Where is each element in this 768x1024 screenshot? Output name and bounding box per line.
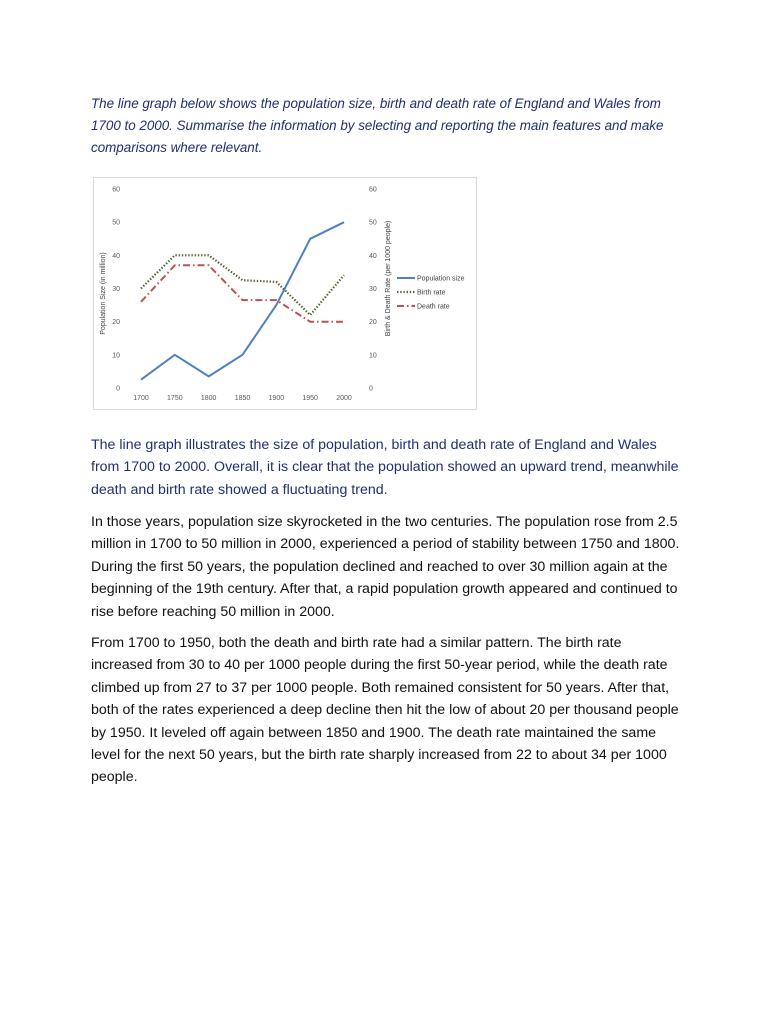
essay-paragraph-2: From 1700 to 1950, both the death and birth rate had a similar pattern. The birth rate increased from 30 to 40 per 1000 people during the first 50-year period, while the death rate climbed up from 27 to 37 per 1000 people. Both remained consistent for 50 years. After that, both of the rates experienced a deep decline then hit the low of about 20 per thousand people by 1950. It leveled off again between 1850 and 1900. The death rate maintained the same level for the next 50 years, but the birth rate sharply increased from 22 to about 34 per 1000 people.: [91, 635, 679, 786]
y-axis-label-left: Population Size (in million): [100, 252, 107, 335]
chart-svg: [94, 178, 476, 409]
y-tick-right: 50: [369, 219, 377, 227]
x-tick-label: 1900: [268, 395, 285, 402]
x-tick-label: 2000: [336, 395, 352, 402]
legend-label: Birth rate: [417, 289, 446, 297]
y-axis-label-right: Birth & Death Rate (per 1000 people): [385, 220, 392, 337]
y-tick-left: 30: [112, 286, 120, 293]
x-tick-label: 1850: [234, 395, 251, 402]
x-tick-label: 1700: [133, 395, 149, 402]
x-tick-label: 1750: [167, 395, 183, 402]
y-tick-left: 60: [112, 186, 120, 194]
legend-label: Population size: [417, 275, 465, 283]
y-tick-right: 60: [369, 186, 377, 194]
x-tick-label: 1800: [200, 395, 217, 402]
essay-intro: The line graph illustrates the size of population, birth and death rate of England and Wales from 1700 to 2000. Overall, it is clear that the population showed an upward trend, meanwhile death and birth rate showed a fluctuating trend.: [91, 437, 679, 498]
y-tick-left: 50: [112, 219, 120, 227]
y-tick-left: 0: [116, 385, 120, 393]
task-prompt: The line graph below shows the population size, birth and death rate of England and Wales from 1700 to 2000. Summarise the information by selecting and reporting the main features and make comparisons where relevant.: [91, 96, 664, 155]
y-tick-right: 0: [369, 385, 373, 393]
line-chart: [93, 177, 477, 410]
y-tick-right: 40: [369, 252, 377, 260]
legend-label: Death rate: [417, 303, 450, 311]
series-line-birth-rate: [141, 255, 344, 315]
y-tick-left: 40: [112, 252, 120, 260]
y-tick-right: 20: [369, 319, 377, 327]
y-tick-right: 10: [369, 352, 377, 360]
y-tick-left: 10: [112, 352, 120, 360]
series-line-death-rate: [141, 265, 344, 321]
y-tick-right: 30: [369, 286, 377, 293]
y-tick-left: 20: [112, 319, 120, 327]
x-tick-label: 1950: [302, 395, 318, 402]
essay-paragraph-1: In those years, population size skyrocketed in the two centuries. The population rose from 2.5 million in 1700 to 50 million in 2000, experienced a period of stability between 1750 and 1800. During the first 50 years, the population declined and reached to over 30 million again at the beginning of the 19th century. After that, a rapid population growth appeared and continued to rise before reaching 50 million in 2000.: [91, 514, 680, 620]
